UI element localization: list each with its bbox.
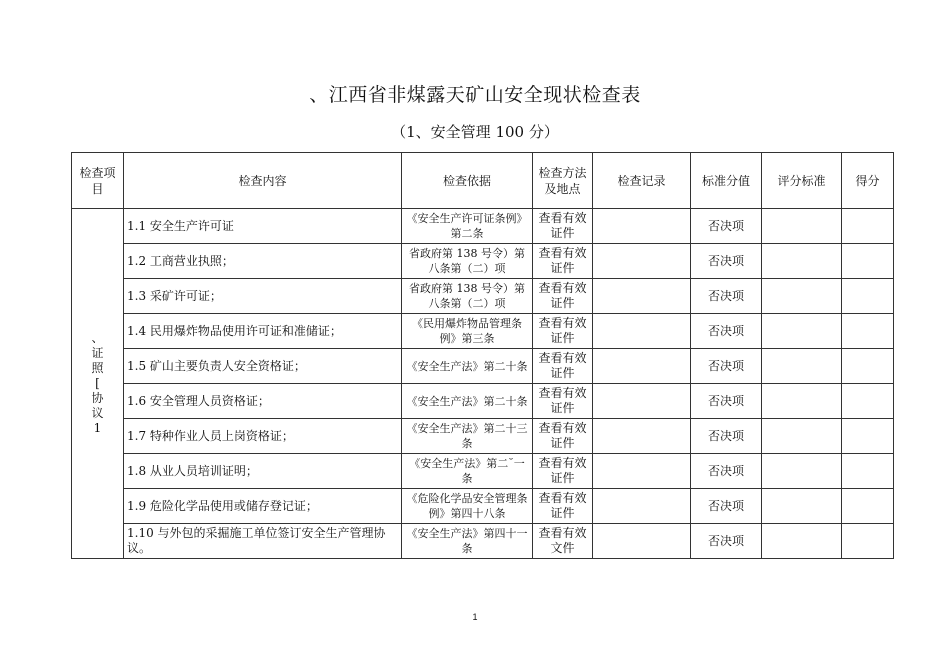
row-score [842,349,894,384]
row-standard: 否决项 [691,384,762,419]
row-content: 1.6 安全管理人员资格证； [124,384,402,419]
row-record [593,349,691,384]
row-record [593,279,691,314]
table-row [72,419,894,454]
row-content: 1.9 危险化学品使用或储存登记证； [124,489,402,524]
table-row [72,244,894,279]
header-method: 检查方法及地点 [533,153,593,209]
header-criteria: 评分标准 [762,153,842,209]
header-score: 得分 [842,153,894,209]
row-method: 查看有效证件 [533,419,593,454]
header-standard: 标准分值 [691,153,762,209]
row-record [593,524,691,559]
row-score [842,314,894,349]
row-basis: 《民用爆炸物品管理条例》第三条 [402,314,533,349]
row-record [593,419,691,454]
table-row [72,349,894,384]
row-basis: 省政府第 138 号令）第八条第（二）项 [402,244,533,279]
row-method: 查看有效证件 [533,314,593,349]
row-method: 查看有效证件 [533,384,593,419]
row-content: 1.3 采矿许可证； [124,279,402,314]
table-row [72,384,894,419]
header-content: 检查内容 [124,153,402,209]
row-score [842,209,894,244]
row-content: 1.7 特种作业人员上岗资格证； [124,419,402,454]
row-basis: 《安全生产法》第四十一条 [402,524,533,559]
row-criteria [762,349,842,384]
row-record [593,489,691,524]
row-basis: 《危险化学品安全管理条例》第四十八条 [402,489,533,524]
page-number: 1 [472,612,478,622]
table-row [72,454,894,489]
row-criteria [762,454,842,489]
header-record: 检查记录 [593,153,691,209]
row-score [842,419,894,454]
row-criteria [762,419,842,454]
inspection-table [71,152,894,559]
row-record [593,454,691,489]
row-criteria [762,489,842,524]
row-basis: 《安全生产法》第二˘一条 [402,454,533,489]
row-content: 1.5 矿山主要负责人安全资格证； [124,349,402,384]
table-row [72,489,894,524]
row-record [593,209,691,244]
category-label: 、证照[协议1 [91,331,104,435]
row-score [842,489,894,524]
row-content: 1.1 安全生产许可证 [124,209,402,244]
header-basis: 检查依据 [402,153,533,209]
row-basis: 《安全生产许可证条例》第二条 [402,209,533,244]
row-standard: 否决项 [691,349,762,384]
row-criteria [762,279,842,314]
row-standard: 否决项 [691,244,762,279]
row-score [842,384,894,419]
table-row [72,314,894,349]
row-method: 查看有效证件 [533,209,593,244]
row-standard: 否决项 [691,419,762,454]
table-row [72,279,894,314]
row-criteria [762,314,842,349]
row-score [842,454,894,489]
row-method: 查看有效证件 [533,349,593,384]
row-method: 查看有效文件 [533,524,593,559]
row-criteria [762,209,842,244]
row-standard: 否决项 [691,209,762,244]
row-content: 1.8 从业人员培训证明； [124,454,402,489]
row-criteria [762,384,842,419]
category-cell [72,209,124,559]
row-basis: 《安全生产法》第二十条 [402,349,533,384]
table-header-row [72,153,894,209]
row-criteria [762,524,842,559]
row-basis: 《安全生产法》第二十条 [402,384,533,419]
row-method: 查看有效证件 [533,489,593,524]
row-score [842,524,894,559]
row-standard: 否决项 [691,454,762,489]
row-content: 1.10 与外包的采掘施工单位签订安全生产管理协议。 [124,524,402,559]
row-criteria [762,244,842,279]
row-score [842,279,894,314]
row-standard: 否决项 [691,489,762,524]
row-score [842,244,894,279]
row-record [593,314,691,349]
document-subtitle: （1、安全管理 100 分） [391,123,559,141]
row-method: 查看有效证件 [533,244,593,279]
table-row [72,209,894,244]
row-standard: 否决项 [691,524,762,559]
row-method: 查看有效证件 [533,279,593,314]
table-row [72,524,894,559]
row-method: 查看有效证件 [533,454,593,489]
row-basis: 《安全生产法》第二十三条 [402,419,533,454]
row-basis: 省政府第 138 号令）第八条第（二）项 [402,279,533,314]
document-title: 、江西省非煤露天矿山安全现状检查表 [309,84,641,106]
row-content: 1.2 工商营业执照； [124,244,402,279]
row-standard: 否决项 [691,314,762,349]
row-content: 1.4 民用爆炸物品使用许可证和准储证； [124,314,402,349]
row-record [593,384,691,419]
row-standard: 否决项 [691,279,762,314]
header-item: 检查项目 [72,153,124,209]
row-record [593,244,691,279]
